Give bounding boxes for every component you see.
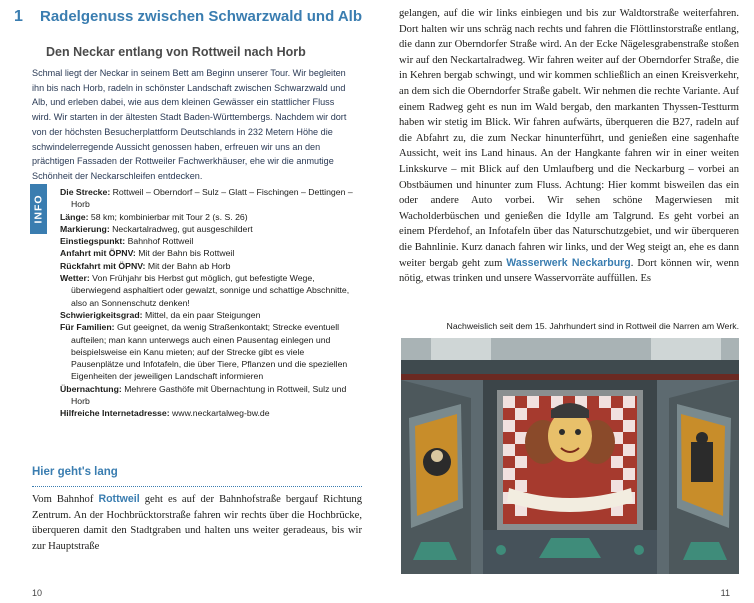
place-highlight-rottweil: Rottweil	[98, 493, 140, 505]
info-item	[60, 260, 356, 272]
info-item-value: www.neckartalweg-bw.de	[169, 408, 270, 419]
info-item-key: Länge:	[60, 211, 89, 222]
right-page	[377, 0, 754, 603]
info-item-key: Schwierigkeitsgrad:	[60, 309, 143, 320]
left-body-text	[32, 492, 362, 554]
info-item	[60, 272, 356, 309]
info-item	[60, 247, 356, 259]
info-box	[30, 184, 360, 446]
photo-caption: Nachweislich seit dem 15. Jahrhundert sind in Rottweil die Narren am Werk.	[446, 321, 739, 331]
info-tab	[30, 184, 47, 234]
info-item-value: Mit der Bahn ab Horb	[145, 260, 231, 271]
body-text-end: geht es auf der Bahnhofstraße bergauf Richtung Zentrum. An der Hochbrücktorstraße fahren wir rechts über die Hochbrücke, überqueren damit den Stadtgraben und halten uns weiter geradeaus, bis wir zur Hauptstraße	[32, 494, 362, 552]
chapter-title: Radelgenuss zwischen Schwarzwald und Alb	[40, 8, 363, 25]
section-heading: Hier geht's lang	[32, 466, 118, 478]
right-body-text	[399, 6, 739, 287]
intro-paragraph: Schmal liegt der Neckar in seinem Bett am Beginn unserer Tour. Wir begleiten ihn bis nach Horb, radeln in schönster Landschaft zwischen Schwarzwald und Alb, und erleben dabei, wie aus dem kleinen Gewässer ein stattlicher Fluss wird. Wir starten in der ältesten Stadt Baden-Württembergs. Nachdem wir dort von der höchsten Besucherplattform Deutschlands in 232 Metern Höhe die schwindelerregende Aussicht genossen haben, erfreuen wir uns an den prächtigen Fassaden der Rottweiler Fachwerkhäuser, ehe wir die anmutige Schönheit der Neckarschleifen entdecken.	[32, 68, 347, 181]
body-text-start: Vom Bahnhof	[32, 494, 99, 505]
page-number-left: 10	[32, 588, 43, 598]
info-item	[60, 235, 356, 247]
info-label: INFO	[32, 194, 45, 224]
info-item-value: Mehrere Gasthöfe mit Übernachtung in Rottweil, Sulz und Horb	[71, 383, 347, 407]
facade-illustration	[401, 338, 739, 574]
info-item-key: Wetter:	[60, 273, 90, 284]
info-item-key: Die Strecke:	[60, 187, 111, 197]
info-list	[60, 186, 356, 420]
info-item-value: Neckartalradweg, gut ausgeschildert	[109, 223, 253, 234]
body-text-start: gelangen, auf die wir links einbiegen und bis zur Waldtorstraße weiterfahren. Dort halten wir uns schräg nach rechts und fahren die Flöttlinstorstraße entlang, die dann zur Oberndorfer Straße wird. An der Ecke Nägelesgrabenstraße stoßen wir auf den Neckartalradweg. Wir fahren weiter auf der Oberndorfer Straße, die in Kehren bergab schwingt, und wir kommen schließlich an einen Kreisverkehr, an dem sich die Oberndorfer Straße gabelt. Wir nehmen die rechte Variante. Auf einem Radweg geht es nun im Wald bergab, den markanten Thyssen-Testturm haben wir stetig im Blick. Wir fahren aufwärts, überqueren die B27, radeln auf die Abfahrt zu, die zum Neckar hinunterführt, und genießen eine sagenhafte Aussicht, weit ins Land hinaus. An der Hangkante fahren wir in einer weiten Linkskurve – mit Blick auf den Umlaufberg und die Neckarburg – vorbei an Obstbäumen und hinunter zum Fluss. Achtung: Hier kommt bisweilen das ein oder andere Auto vorbei. Wir sehen schöne Magerwiesen mit Wacholderbüschen und genießen die Idylle am Talgrund. Es geht vorbei an einem Pferdehof, an Infotafeln über das Naturschutzgebiet, und wir überqueren die Bahnlinie. Kurz danach fahren wir links, und der Weg steigt an, ehe es dann weiter bergab geht zum	[399, 8, 739, 269]
info-item	[60, 321, 356, 382]
info-item	[60, 223, 356, 235]
info-item-value: Von Frühjahr bis Herbst gut möglich, gut befestigte Wege, überwiegend asphaltiert oder gewalzt, sonnige und schattige Abschnitte, also an Sonnenschutz denken!	[71, 273, 350, 308]
section-divider	[32, 486, 362, 487]
info-item-key: Übernachtung:	[60, 383, 122, 394]
chapter-subtitle: Den Neckar entlang von Rottweil nach Horb	[46, 45, 306, 59]
body-text-end: . Dort können wir, wenn nötig, etwas trinken und unsere Wasservorräte auffüllen. Es	[399, 257, 739, 285]
info-item-value: Rottweil – Oberndorf – Sulz – Glatt – Fischingen – Dettingen – Horb	[71, 187, 353, 210]
info-item-value: Bahnhof Rottweil	[125, 236, 194, 247]
info-item-key: Markierung:	[60, 223, 110, 234]
info-item-key: Einstiegspunkt:	[60, 236, 126, 247]
info-item-key: Für Familien:	[60, 322, 115, 333]
info-item	[60, 309, 356, 321]
info-item-key: Hilfreiche Internetadresse:	[60, 408, 170, 419]
place-highlight-wasserwerk: Wasserwerk Neckarburg	[506, 256, 631, 269]
info-item	[60, 383, 356, 408]
info-item-key: Anfahrt mit ÖPNV:	[60, 248, 136, 259]
info-item-value: Gut geeignet, da wenig Straßenkontakt; Strecke eventuell aufteilen; man kann unterwegs auch einen Pausentag einlegen und beispielsweise ein Kanu mieten; auf der Strecke gibt es viele Pausenplätze und Infotafeln, die über Tiere, Pflanzen und die speziellen Eigenheiten der jeweiligen Landschaft informieren	[71, 322, 348, 382]
info-item	[60, 186, 356, 211]
info-item-value: Mit der Bahn bis Rottweil	[135, 248, 235, 259]
info-item	[60, 407, 356, 419]
chapter-number: 1	[14, 8, 23, 25]
info-item-value: Mittel, da ein paar Steigungen	[142, 309, 261, 320]
info-item	[60, 211, 356, 223]
photo-rottweil-facade	[401, 338, 739, 574]
info-item-key: Rückfahrt mit ÖPNV:	[60, 260, 146, 271]
page-number-right: 11	[720, 588, 730, 598]
info-item-value: 58 km; kombinierbar mit Tour 2 (s. S. 26)	[88, 211, 248, 222]
